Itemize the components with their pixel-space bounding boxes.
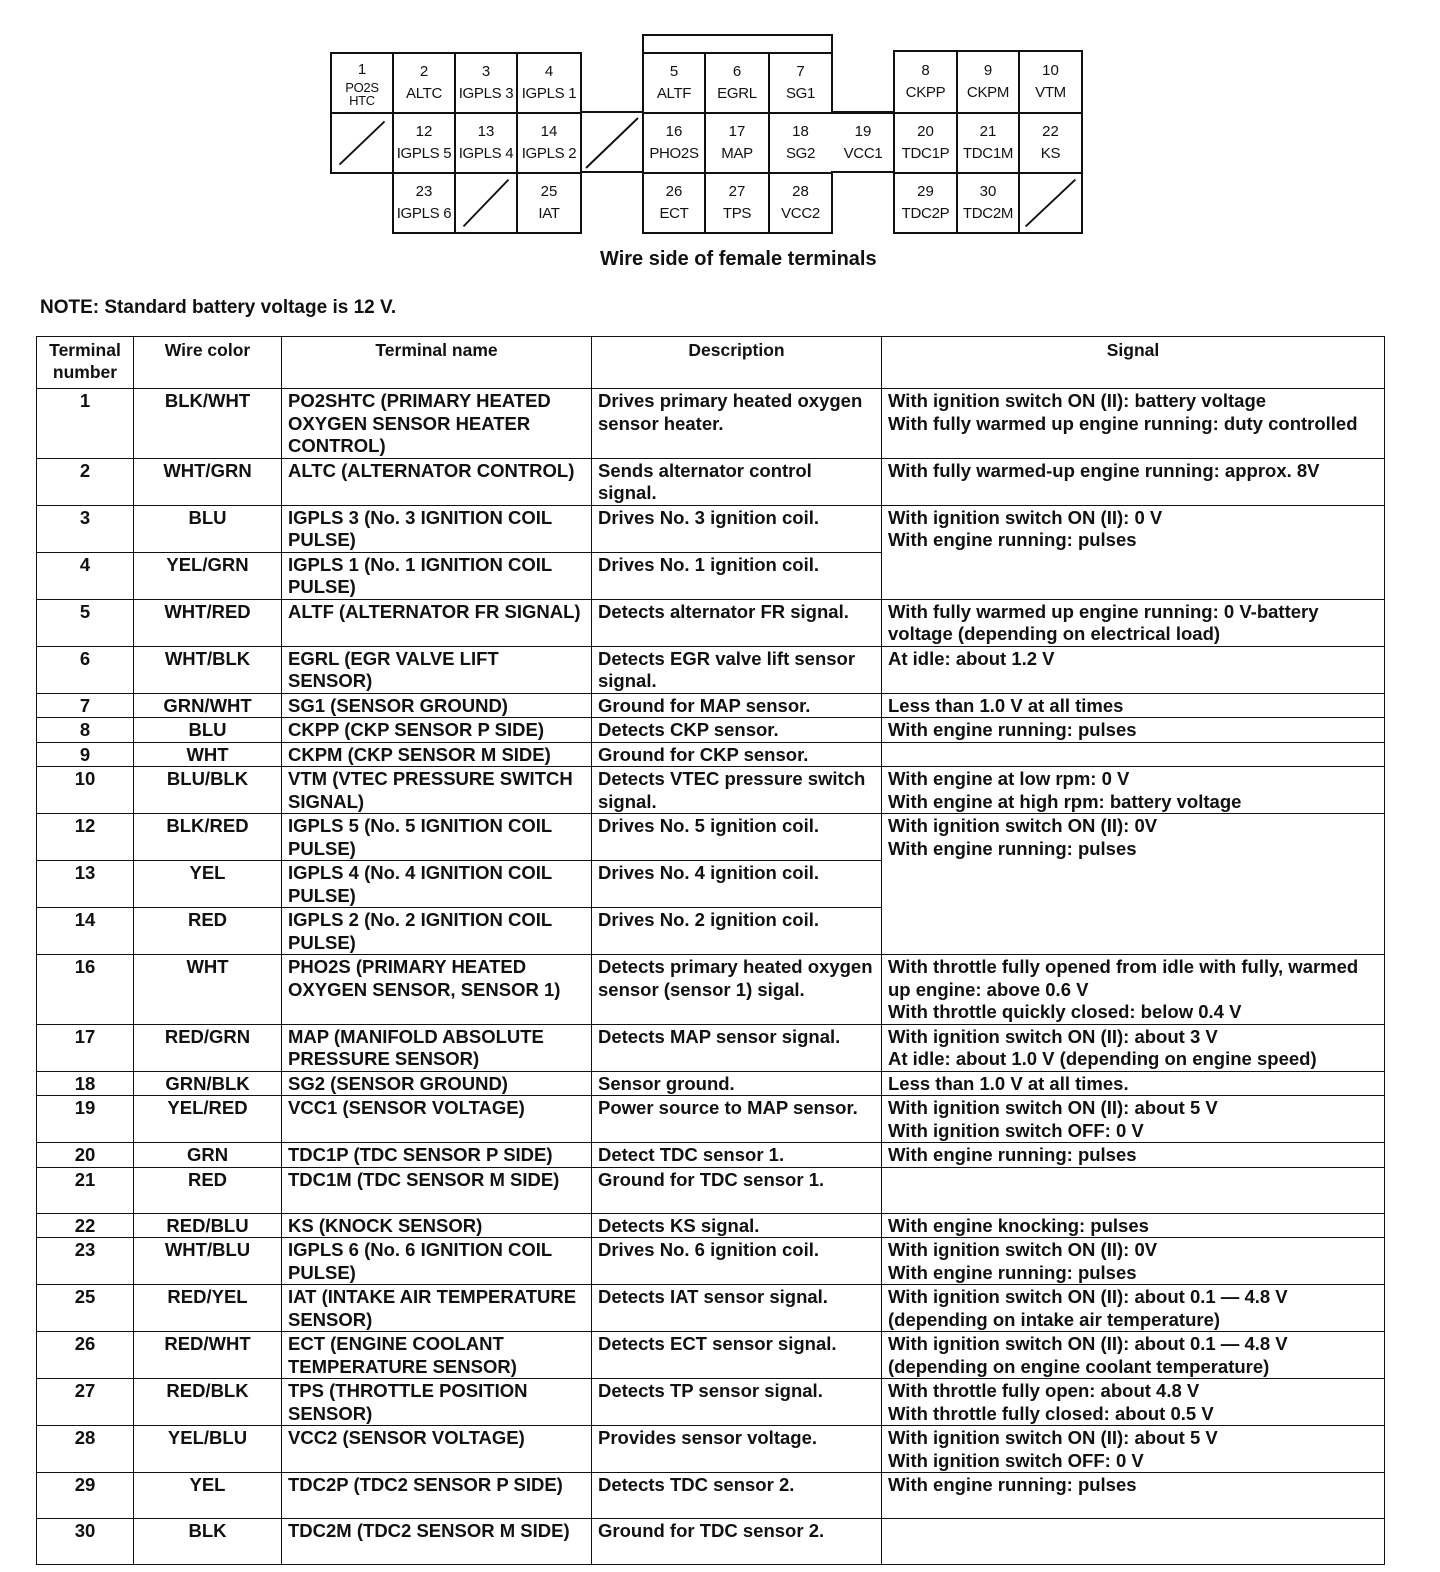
terminal-number-cell: 20 (37, 1143, 134, 1168)
col-header-terminal-name: Terminal name (282, 337, 592, 389)
wire-color-cell: WHT/BLU (134, 1238, 282, 1285)
wire-color-cell: BLK/RED (134, 814, 282, 861)
terminal-name-cell: IGPLS 4 (No. 4 IGNITION COIL PULSE) (282, 861, 592, 908)
table-row (37, 1379, 1385, 1426)
signal-cell: With ignition switch ON (II): about 0.1 — 4.8 V (depending on intake air temperature) (882, 1285, 1385, 1332)
terminal-spec-table (36, 336, 1385, 1565)
wire-color-cell: BLU/BLK (134, 767, 282, 814)
blank-terminal (330, 112, 394, 174)
terminal-cell-23: 23 IGPLS 6 (392, 172, 456, 234)
terminal-number-cell: 8 (37, 718, 134, 743)
signal-cell (882, 1167, 1385, 1213)
table-row (37, 1143, 1385, 1168)
terminal-name-cell: IGPLS 5 (No. 5 IGNITION COIL PULSE) (282, 814, 592, 861)
table-row (37, 693, 1385, 718)
terminal-number-cell: 1 (37, 389, 134, 459)
wire-color-cell: WHT/BLK (134, 646, 282, 693)
table-row (37, 1024, 1385, 1071)
col-header-terminal-number: Terminal number (37, 337, 134, 389)
terminal-name-cell: VTM (VTEC PRESSURE SWITCH SIGNAL) (282, 767, 592, 814)
battery-voltage-note: NOTE: Standard battery voltage is 12 V. (40, 297, 397, 318)
col-header-signal: Signal (882, 337, 1385, 389)
terminal-cell-18: 18 SG2 (768, 112, 833, 174)
wire-color-cell: WHT/RED (134, 599, 282, 646)
terminal-cell-10: 10 VTM (1018, 50, 1083, 114)
description-cell: Detects TP sensor signal. (592, 1379, 882, 1426)
description-cell: Drives No. 3 ignition coil. (592, 505, 882, 552)
terminal-name-cell: IGPLS 6 (No. 6 IGNITION COIL PULSE) (282, 1238, 592, 1285)
wire-color-cell: WHT (134, 955, 282, 1025)
terminal-number-cell: 21 (37, 1167, 134, 1213)
wire-color-cell: WHT/GRN (134, 458, 282, 505)
wire-color-cell: WHT (134, 742, 282, 767)
table-row (37, 505, 1385, 552)
terminal-cell-27: 27 TPS (704, 172, 770, 234)
wire-color-cell: RED/YEL (134, 1285, 282, 1332)
terminal-number-cell: 19 (37, 1096, 134, 1143)
terminal-name-cell: IGPLS 2 (No. 2 IGNITION COIL PULSE) (282, 908, 592, 955)
table-row (37, 1238, 1385, 1285)
wire-color-cell: YEL (134, 1473, 282, 1519)
description-cell: Ground for CKP sensor. (592, 742, 882, 767)
terminal-name-cell: MAP (MANIFOLD ABSOLUTE PRESSURE SENSOR) (282, 1024, 592, 1071)
terminal-cell-29: 29 TDC2P (893, 172, 958, 234)
signal-cell: With fully warmed up engine running: 0 V-battery voltage (depending on electrical load) (882, 599, 1385, 646)
terminal-cell-7: 7 SG1 (768, 52, 833, 114)
description-cell: Ground for TDC sensor 2. (592, 1519, 882, 1565)
table-row (37, 1473, 1385, 1519)
signal-cell: With ignition switch ON (II): about 3 V At idle: about 1.0 V (depending on engine speed) (882, 1024, 1385, 1071)
signal-cell: With ignition switch ON (II): about 0.1 — 4.8 V (depending on engine coolant temperature) (882, 1332, 1385, 1379)
table-row (37, 767, 1385, 814)
terminal-name-cell: TDC2M (TDC2 SENSOR M SIDE) (282, 1519, 592, 1565)
description-cell: Detects KS signal. (592, 1213, 882, 1238)
signal-cell: With ignition switch ON (II): 0V With engine running: pulses (882, 814, 1385, 955)
signal-cell: At idle: about 1.2 V (882, 646, 1385, 693)
description-cell: Sends alternator control signal. (592, 458, 882, 505)
terminal-label: PO2S HTC (345, 80, 379, 108)
description-cell: Drives No. 2 ignition coil. (592, 908, 882, 955)
description-cell: Detects EGR valve lift sensor signal. (592, 646, 882, 693)
description-cell: Power source to MAP sensor. (592, 1096, 882, 1143)
blank-terminal (454, 172, 518, 234)
terminal-cell-20: 20 TDC1P (893, 112, 958, 174)
terminal-number-cell: 6 (37, 646, 134, 693)
wire-color-cell: BLK (134, 1519, 282, 1565)
terminal-cell-6: 6 EGRL (704, 52, 770, 114)
signal-cell: With ignition switch ON (II): battery voltage With fully warmed up engine running: duty controlled (882, 389, 1385, 459)
signal-cell: With fully warmed-up engine running: approx. 8V (882, 458, 1385, 505)
terminal-cell-26: 26 ECT (642, 172, 706, 234)
terminal-number-cell: 7 (37, 693, 134, 718)
description-cell: Detects MAP sensor signal. (592, 1024, 882, 1071)
description-cell: Detects alternator FR signal. (592, 599, 882, 646)
signal-cell: With engine at low rpm: 0 V With engine at high rpm: battery voltage (882, 767, 1385, 814)
terminal-name-cell: KS (KNOCK SENSOR) (282, 1213, 592, 1238)
wire-color-cell: RED/WHT (134, 1332, 282, 1379)
table-row (37, 1213, 1385, 1238)
diagram-caption: Wire side of female terminals (600, 248, 877, 270)
wire-color-cell: GRN/WHT (134, 693, 282, 718)
terminal-name-cell: PO2SHTC (PRIMARY HEATED OXYGEN SENSOR HEATER CONTROL) (282, 389, 592, 459)
terminal-number-cell: 28 (37, 1426, 134, 1473)
wire-color-cell: RED/BLU (134, 1213, 282, 1238)
terminal-cell-21: 21 TDC1M (956, 112, 1020, 174)
terminal-cell-14: 14 IGPLS 2 (516, 112, 582, 174)
signal-cell: With throttle fully opened from idle with fully, warmed up engine: above 0.6 V With throttle quickly closed: below 0.4 V (882, 955, 1385, 1025)
terminal-number-cell: 27 (37, 1379, 134, 1426)
signal-cell: With engine running: pulses (882, 718, 1385, 743)
terminal-number-cell: 26 (37, 1332, 134, 1379)
wire-color-cell: YEL/BLU (134, 1426, 282, 1473)
terminal-number-cell: 16 (37, 955, 134, 1025)
signal-cell: With engine running: pulses (882, 1143, 1385, 1168)
terminal-name-cell: TDC1P (TDC SENSOR P SIDE) (282, 1143, 592, 1168)
terminal-cell-19: 19 VCC1 (831, 112, 895, 173)
signal-cell: With engine running: pulses (882, 1473, 1385, 1519)
terminal-name-cell: ALTF (ALTERNATOR FR SIGNAL) (282, 599, 592, 646)
wire-color-cell: YEL (134, 861, 282, 908)
terminal-name-cell: TDC2P (TDC2 SENSOR P SIDE) (282, 1473, 592, 1519)
signal-cell: With ignition switch ON (II): about 5 V With ignition switch OFF: 0 V (882, 1426, 1385, 1473)
terminal-number-cell: 29 (37, 1473, 134, 1519)
table-row (37, 1519, 1385, 1565)
terminal-cell-2: 2 ALTC (392, 52, 456, 114)
description-cell: Drives No. 4 ignition coil. (592, 861, 882, 908)
col-header-description: Description (592, 337, 882, 389)
terminal-name-cell: IGPLS 3 (No. 3 IGNITION COIL PULSE) (282, 505, 592, 552)
terminal-number-cell: 9 (37, 742, 134, 767)
terminal-name-cell: IGPLS 1 (No. 1 IGNITION COIL PULSE) (282, 552, 592, 599)
terminal-cell-16: 16 PHO2S (642, 112, 706, 174)
terminal-number-cell: 2 (37, 458, 134, 505)
terminal-name-cell: CKPM (CKP SENSOR M SIDE) (282, 742, 592, 767)
signal-cell: Less than 1.0 V at all times. (882, 1071, 1385, 1096)
terminal-number-cell: 14 (37, 908, 134, 955)
signal-cell (882, 1519, 1385, 1565)
terminal-number-cell: 17 (37, 1024, 134, 1071)
terminal-number-cell: 5 (37, 599, 134, 646)
description-cell: Drives No. 1 ignition coil. (592, 552, 882, 599)
terminal-name-cell: TDC1M (TDC SENSOR M SIDE) (282, 1167, 592, 1213)
terminal-number-cell: 18 (37, 1071, 134, 1096)
wire-color-cell: RED/BLK (134, 1379, 282, 1426)
terminal-number-cell: 25 (37, 1285, 134, 1332)
wire-color-cell: BLK/WHT (134, 389, 282, 459)
blank-terminal (1018, 172, 1083, 234)
description-cell: Ground for MAP sensor. (592, 693, 882, 718)
terminal-cell-9: 9 CKPM (956, 50, 1020, 114)
description-cell: Detects TDC sensor 2. (592, 1473, 882, 1519)
terminal-name-cell: CKPP (CKP SENSOR P SIDE) (282, 718, 592, 743)
terminal-name-cell: VCC1 (SENSOR VOLTAGE) (282, 1096, 592, 1143)
terminal-cell-30: 30 TDC2M (956, 172, 1020, 234)
terminal-name-cell: ECT (ENGINE COOLANT TEMPERATURE SENSOR) (282, 1332, 592, 1379)
terminal-number-cell: 22 (37, 1213, 134, 1238)
description-cell: Provides sensor voltage. (592, 1426, 882, 1473)
terminal-cell-3: 3 IGPLS 3 (454, 52, 518, 114)
col-header-wire-color: Wire color (134, 337, 282, 389)
signal-cell: Less than 1.0 V at all times (882, 693, 1385, 718)
terminal-name-cell: SG1 (SENSOR GROUND) (282, 693, 592, 718)
blank-terminal (580, 112, 644, 173)
terminal-number-cell: 23 (37, 1238, 134, 1285)
terminal-cell-13: 13 IGPLS 4 (454, 112, 518, 174)
description-cell: Drives No. 5 ignition coil. (592, 814, 882, 861)
table-row (37, 742, 1385, 767)
description-cell: Detects ECT sensor signal. (592, 1332, 882, 1379)
description-cell: Drives primary heated oxygen sensor heater. (592, 389, 882, 459)
table-row (37, 1285, 1385, 1332)
terminal-name-cell: EGRL (EGR VALVE LIFT SENSOR) (282, 646, 592, 693)
wire-color-cell: RED (134, 1167, 282, 1213)
table-row (37, 599, 1385, 646)
terminal-name-cell: VCC2 (SENSOR VOLTAGE) (282, 1426, 592, 1473)
table-row (37, 955, 1385, 1025)
terminal-number-cell: 4 (37, 552, 134, 599)
signal-cell: With throttle fully open: about 4.8 V With throttle fully closed: about 0.5 V (882, 1379, 1385, 1426)
terminal-number-cell: 3 (37, 505, 134, 552)
table-row (37, 718, 1385, 743)
table-row (37, 1426, 1385, 1473)
terminal-number-cell: 30 (37, 1519, 134, 1565)
signal-cell: With ignition switch ON (II): about 5 V With ignition switch OFF: 0 V (882, 1096, 1385, 1143)
terminal-number-cell: 10 (37, 767, 134, 814)
signal-cell (882, 742, 1385, 767)
table-row (37, 1167, 1385, 1213)
description-cell: Detects IAT sensor signal. (592, 1285, 882, 1332)
table-row (37, 458, 1385, 505)
wire-color-cell: GRN (134, 1143, 282, 1168)
description-cell: Detects VTEC pressure switch signal. (592, 767, 882, 814)
terminal-cell-5: 5 ALTF (642, 52, 706, 114)
description-cell: Detect TDC sensor 1. (592, 1143, 882, 1168)
terminal-cell-22: 22 KS (1018, 112, 1083, 174)
description-cell: Detects CKP sensor. (592, 718, 882, 743)
signal-cell: With ignition switch ON (II): 0V With engine running: pulses (882, 1238, 1385, 1285)
terminal-cell-1: 1 PO2S HTC (330, 52, 394, 114)
terminal-name-cell: PHO2S (PRIMARY HEATED OXYGEN SENSOR, SENSOR 1) (282, 955, 592, 1025)
table-row (37, 389, 1385, 459)
signal-cell: With ignition switch ON (II): 0 V With engine running: pulses (882, 505, 1385, 599)
description-cell: Ground for TDC sensor 1. (592, 1167, 882, 1213)
terminal-cell-12: 12 IGPLS 5 (392, 112, 456, 174)
wire-color-cell: GRN/BLK (134, 1071, 282, 1096)
terminal-name-cell: SG2 (SENSOR GROUND) (282, 1071, 592, 1096)
description-cell: Drives No. 6 ignition coil. (592, 1238, 882, 1285)
table-header-row (37, 337, 1385, 389)
terminal-number-cell: 13 (37, 861, 134, 908)
description-cell: Sensor ground. (592, 1071, 882, 1096)
table-row (37, 1332, 1385, 1379)
terminal-name-cell: TPS (THROTTLE POSITION SENSOR) (282, 1379, 592, 1426)
wire-color-cell: BLU (134, 505, 282, 552)
table-row (37, 1071, 1385, 1096)
wire-color-cell: YEL/RED (134, 1096, 282, 1143)
terminal-cell-28: 28 VCC2 (768, 172, 833, 234)
wire-color-cell: BLU (134, 718, 282, 743)
terminal-number-cell: 12 (37, 814, 134, 861)
signal-cell: With engine knocking: pulses (882, 1213, 1385, 1238)
wire-color-cell: RED (134, 908, 282, 955)
table-row (37, 814, 1385, 861)
terminal-cell-4: 4 IGPLS 1 (516, 52, 582, 114)
table-row (37, 646, 1385, 693)
terminal-cell-17: 17 MAP (704, 112, 770, 174)
description-cell: Detects primary heated oxygen sensor (sensor 1) sigal. (592, 955, 882, 1025)
wire-color-cell: YEL/GRN (134, 552, 282, 599)
terminal-cell-25: 25 IAT (516, 172, 582, 234)
terminal-name-cell: ALTC (ALTERNATOR CONTROL) (282, 458, 592, 505)
table-row (37, 1096, 1385, 1143)
terminal-name-cell: IAT (INTAKE AIR TEMPERATURE SENSOR) (282, 1285, 592, 1332)
wire-color-cell: RED/GRN (134, 1024, 282, 1071)
terminal-cell-8: 8 CKPP (893, 50, 958, 114)
